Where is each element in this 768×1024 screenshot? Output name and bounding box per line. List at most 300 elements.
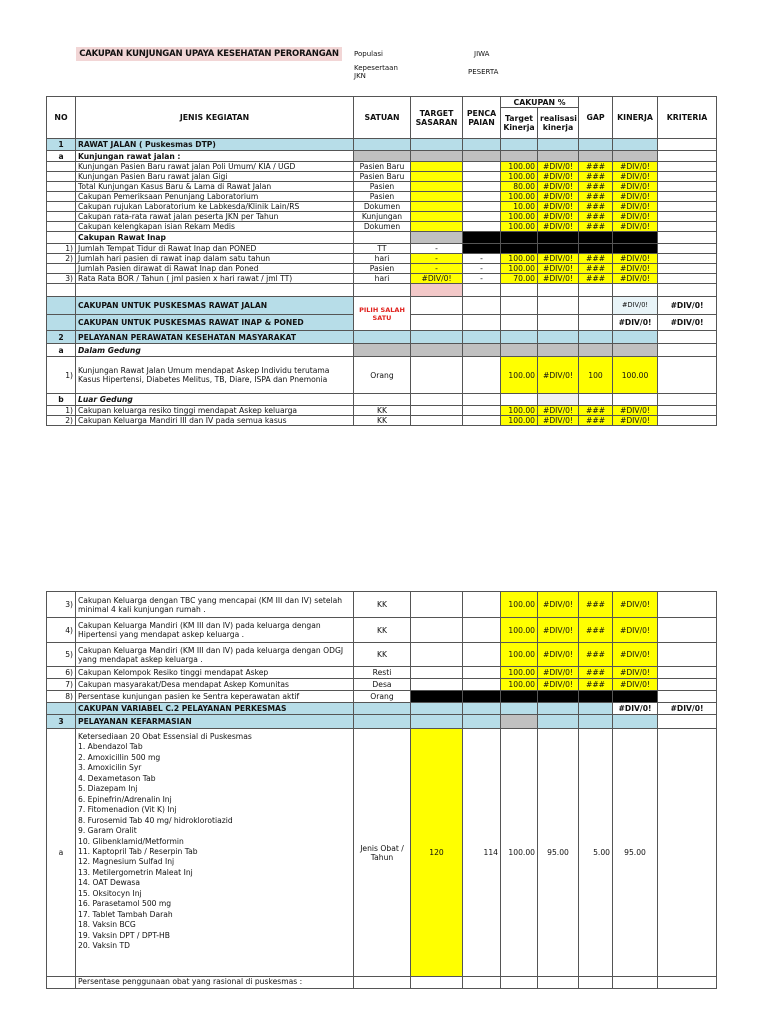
table-cell — [579, 232, 613, 244]
table-row — [47, 254, 717, 264]
row-kriteria — [658, 202, 717, 212]
row-kinerja: #DIV/0! — [613, 667, 658, 679]
row-label: Jumlah Tempat Tidur di Rawat Inap dan PONED — [76, 244, 354, 254]
variabel-kinerja: #DIV/0! — [613, 703, 658, 715]
table-row — [47, 162, 717, 172]
variabel-row — [47, 703, 717, 715]
col-gap: GAP — [579, 97, 613, 139]
col-no: NO — [47, 97, 76, 139]
row-kinerja: #DIV/0! — [613, 162, 658, 172]
table-row — [47, 264, 717, 274]
table-cell — [463, 139, 501, 151]
table-cell — [579, 151, 613, 162]
row-target: 100.00 — [501, 406, 538, 416]
row-pencapaian — [463, 643, 501, 667]
row-kriteria — [658, 691, 717, 703]
row-no: 2) — [47, 416, 76, 426]
table-row — [47, 139, 717, 151]
pilih-salah-satu-note: PILIH SALAH SATU — [354, 297, 411, 331]
row-no: 6) — [47, 667, 76, 679]
row-gap: 5.00 — [579, 729, 613, 977]
subsection-row — [47, 394, 717, 406]
row-kinerja: #DIV/0! — [613, 254, 658, 264]
row-pencapaian: - — [463, 254, 501, 264]
row-pencapaian — [463, 592, 501, 618]
row-satuan: KK — [354, 643, 411, 667]
section-title: RAWAT JALAN ( Puskesmas DTP) — [76, 139, 354, 151]
row-kinerja: #DIV/0! — [613, 182, 658, 192]
row-target: 100.00 — [501, 212, 538, 222]
table-cell — [411, 151, 463, 162]
table-row — [47, 202, 717, 212]
row-realisasi: #DIV/0! — [538, 254, 579, 264]
section-no: 3 — [47, 715, 76, 729]
row-realisasi — [538, 691, 579, 703]
row-realisasi: #DIV/0! — [538, 416, 579, 426]
row-satuan: Pasien — [354, 264, 411, 274]
row-no — [47, 202, 76, 212]
row-gap: ### — [579, 254, 613, 264]
row-sasaran — [411, 679, 463, 691]
row-pencapaian — [463, 162, 501, 172]
row-realisasi: #DIV/0! — [538, 212, 579, 222]
row-satuan: Desa — [354, 679, 411, 691]
row-kinerja: #DIV/0! — [613, 406, 658, 416]
row-label: Cakupan Pemeriksaan Penunjang Laboratorium — [76, 192, 354, 202]
subsection-row — [47, 344, 717, 357]
summary-rawat-jalan-label: CAKUPAN UNTUK PUSKESMAS RAWAT JALAN — [76, 297, 354, 315]
table-row — [47, 222, 717, 232]
row-gap: ### — [579, 264, 613, 274]
summary-ri-kriteria: #DIV/0! — [658, 315, 717, 331]
row-sasaran: - — [411, 244, 463, 254]
row-satuan: Jenis Obat / Tahun — [354, 729, 411, 977]
row-sasaran — [411, 162, 463, 172]
row-gap: ### — [579, 406, 613, 416]
row-no: 2) — [47, 254, 76, 264]
row-no — [47, 162, 76, 172]
table-cell — [658, 244, 717, 254]
row-realisasi: #DIV/0! — [538, 172, 579, 182]
table-row — [47, 284, 717, 297]
row-sasaran — [411, 667, 463, 679]
row-pencapaian: - — [463, 264, 501, 274]
populasi-label: Populasi — [354, 50, 383, 58]
row-target: 100.00 — [501, 679, 538, 691]
row-kriteria — [658, 406, 717, 416]
row-gap: ### — [579, 592, 613, 618]
row-kriteria — [658, 643, 717, 667]
subsection-no: a — [47, 151, 76, 162]
col-pencapaian: PENCA PAIAN — [463, 97, 501, 139]
table-row — [47, 592, 717, 618]
row-pencapaian — [463, 172, 501, 182]
table-row — [47, 192, 717, 202]
row-kinerja: #DIV/0! — [613, 592, 658, 618]
obat-item: 4. Dexametason Tab — [78, 773, 156, 783]
row-satuan: KK — [354, 416, 411, 426]
row-kriteria — [658, 222, 717, 232]
row-sasaran: - — [411, 254, 463, 264]
row-satuan: Dokumen — [354, 202, 411, 212]
obat-item: 8. Furosemid Tab 40 mg/ hidroklorotiazid — [78, 815, 233, 825]
row-target: 100.00 — [501, 172, 538, 182]
table-cell — [501, 151, 538, 162]
table-cell — [501, 232, 538, 244]
summary-rawat-inap-label: CAKUPAN UNTUK PUSKESMAS RAWAT INAP & PONED — [76, 315, 354, 331]
row-target: 70.00 — [501, 274, 538, 284]
row-satuan: Resti — [354, 667, 411, 679]
row-no — [47, 212, 76, 222]
obat-item: 20. Vaksin TD — [78, 941, 130, 951]
table-row — [47, 151, 717, 162]
row-no — [47, 264, 76, 274]
obat-item: 13. Metilergometrin Maleat Inj — [78, 867, 193, 877]
table-row — [47, 182, 717, 192]
obat-item: 12. Magnesium Sulfad Inj — [78, 857, 175, 867]
col-kinerja: KINERJA — [613, 97, 658, 139]
obat-item: 19. Vaksin DPT / DPT-HB — [78, 930, 170, 940]
subsection-label: Dalam Gedung — [76, 344, 354, 357]
table-row — [47, 416, 717, 426]
row-gap: ### — [579, 212, 613, 222]
section-no: 2 — [47, 331, 76, 344]
row-sasaran — [411, 212, 463, 222]
row-target: 100.00 — [501, 729, 538, 977]
obat-item: 18. Vaksin BCG — [78, 920, 136, 930]
obat-item: 9. Garam Oralit — [78, 826, 137, 836]
row-target: 100.00 — [501, 618, 538, 643]
row-gap: ### — [579, 667, 613, 679]
row-kriteria — [658, 679, 717, 691]
row-target: 100.00 — [501, 254, 538, 264]
row-sasaran — [411, 618, 463, 643]
row-label: Cakupan keluarga resiko tinggi mendapat Askep keluarga — [76, 406, 354, 416]
table-cell — [463, 151, 501, 162]
obat-item: 5. Diazepam Inj — [78, 784, 138, 794]
row-label: Cakupan Keluarga dengan TBC yang mencapai (KM III dan IV) setelah minimal 4 kali kunjungan rumah . — [76, 592, 354, 618]
row-satuan: Orang — [354, 357, 411, 394]
row-pencapaian — [463, 691, 501, 703]
obat-item: 11. Kaptopril Tab / Reserpin Tab — [78, 846, 198, 856]
obat-item: 16. Parasetamol 500 mg — [78, 899, 172, 909]
table-cell — [354, 232, 411, 244]
row-sasaran: 120 — [411, 729, 463, 977]
row-label: Cakupan Keluarga Mandiri (KM III dan IV) pada keluarga dengan ODGJ yang mendapat askep keluarga . — [76, 643, 354, 667]
row-realisasi: #DIV/0! — [538, 222, 579, 232]
row-no: 1) — [47, 244, 76, 254]
row-target — [501, 691, 538, 703]
row-kriteria — [658, 212, 717, 222]
col-jenis-kegiatan: JENIS KEGIATAN — [76, 97, 354, 139]
obat-list — [76, 729, 354, 977]
row-label: Jumlah hari pasien di rawat inap dalam satu tahun — [76, 254, 354, 264]
row-pencapaian — [463, 222, 501, 232]
row-sasaran — [411, 202, 463, 212]
table-row — [47, 691, 717, 703]
row-no: 3) — [47, 592, 76, 618]
row-kriteria — [658, 254, 717, 264]
row-realisasi: #DIV/0! — [538, 202, 579, 212]
row-gap: ### — [579, 274, 613, 284]
row-kinerja: #DIV/0! — [613, 172, 658, 182]
row-satuan: Kunjungan — [354, 212, 411, 222]
peserta-label: PESERTA — [468, 68, 499, 76]
row-kinerja: #DIV/0! — [613, 274, 658, 284]
row-kriteria — [658, 182, 717, 192]
table-cell — [613, 244, 658, 254]
row-target: 100.00 — [501, 416, 538, 426]
section-no: 1 — [47, 139, 76, 151]
row-kinerja: 95.00 — [613, 729, 658, 977]
obat-row — [47, 729, 717, 977]
row-kriteria — [658, 192, 717, 202]
row-sasaran — [411, 172, 463, 182]
table-row — [47, 172, 717, 182]
table-row — [47, 667, 717, 679]
table-cell — [613, 151, 658, 162]
row-target: 100.00 — [501, 264, 538, 274]
row-label: Cakupan Keluarga Mandiri (KM III dan IV) pada keluarga dengan Hipertensi yang mendapat askep keluarga . — [76, 618, 354, 643]
row-no: 8) — [47, 691, 76, 703]
row-realisasi: #DIV/0! — [538, 264, 579, 274]
obat-item: 7. Fitomenadion (Vit K) Inj — [78, 805, 177, 815]
row-kriteria — [658, 592, 717, 618]
row-target: 100.00 — [501, 162, 538, 172]
row-kriteria — [658, 162, 717, 172]
row-pencapaian — [463, 202, 501, 212]
table-cell — [538, 151, 579, 162]
obat-item: 17. Tablet Tambah Darah — [78, 909, 173, 919]
row-gap: ### — [579, 172, 613, 182]
row-label: Rata Rata BOR / Tahun ( jml pasien x hari rawat / jml TT) — [76, 274, 354, 284]
section-row — [47, 715, 717, 729]
col-cakupan: CAKUPAN % — [501, 97, 579, 108]
row-no — [47, 172, 76, 182]
row-kinerja: #DIV/0! — [613, 212, 658, 222]
row-target: 100.00 — [501, 667, 538, 679]
row-label: Kunjungan Pasien Baru rawat jalan Gigi — [76, 172, 354, 182]
row-label: Cakupan Keluarga Mandiri III dan IV pada semua kasus — [76, 416, 354, 426]
row-sasaran — [411, 691, 463, 703]
table-cell — [658, 139, 717, 151]
obat-item: 10. Glibenklamid/Metformin — [78, 836, 184, 846]
table-cell — [538, 232, 579, 244]
row-sasaran — [411, 192, 463, 202]
obat-item: 3. Amoxicilin Syr — [78, 763, 142, 773]
row-satuan: Pasien — [354, 182, 411, 192]
row-kinerja: #DIV/0! — [613, 222, 658, 232]
row-target: 10.00 — [501, 202, 538, 212]
section-title: PELAYANAN PERAWATAN KESEHATAN MASYARAKAT — [76, 331, 354, 344]
row-kriteria — [658, 667, 717, 679]
row-satuan: KK — [354, 406, 411, 416]
row-no — [47, 182, 76, 192]
row-sasaran — [411, 592, 463, 618]
subsection-no: a — [47, 344, 76, 357]
table-cell — [538, 244, 579, 254]
row-sasaran — [411, 182, 463, 192]
col-target-sasaran: TARGET SASARAN — [411, 97, 463, 139]
row-no: 4) — [47, 618, 76, 643]
row-gap: ### — [579, 162, 613, 172]
row-label: Cakupan masyarakat/Desa mendapat Askep Komunitas — [76, 679, 354, 691]
row-label: Cakupan Kelompok Resiko tinggi mendapat Askep — [76, 667, 354, 679]
row-kinerja: #DIV/0! — [613, 618, 658, 643]
row-gap: ### — [579, 202, 613, 212]
row-target: 100.00 — [501, 357, 538, 394]
table-row — [47, 618, 717, 643]
col-realisasi-kinerja: realisasi kinerja — [538, 108, 579, 139]
row-realisasi: #DIV/0! — [538, 618, 579, 643]
row-no: 1) — [47, 357, 76, 394]
row-gap: ### — [579, 182, 613, 192]
row-satuan: TT — [354, 244, 411, 254]
row-kriteria — [658, 416, 717, 426]
row-kinerja: 100.00 — [613, 357, 658, 394]
row-no — [47, 232, 76, 244]
col-target-kinerja: Target Kinerja — [501, 108, 538, 139]
row-satuan: Pasien Baru — [354, 172, 411, 182]
table-row — [47, 212, 717, 222]
row-target: 80.00 — [501, 182, 538, 192]
row-sasaran — [411, 643, 463, 667]
row-no: 1) — [47, 406, 76, 416]
table-cell — [463, 244, 501, 254]
table-cell — [411, 232, 463, 244]
row-satuan: hari — [354, 254, 411, 264]
row-kinerja — [613, 691, 658, 703]
row-no: 5) — [47, 643, 76, 667]
summary-rj-kriteria: #DIV/0! — [658, 297, 717, 315]
row-label: Total Kunjungan Kasus Baru & Lama di Rawat Jalan — [76, 182, 354, 192]
jiwa-label: JIWA — [474, 50, 490, 58]
row-realisasi: #DIV/0! — [538, 162, 579, 172]
row-label: Persentase penggunaan obat yang rasional di puskesmas : — [76, 977, 354, 989]
table-row — [47, 643, 717, 667]
table-row — [47, 274, 717, 284]
row-kinerja: #DIV/0! — [613, 679, 658, 691]
table-cell — [579, 244, 613, 254]
row-label: Kunjungan Pasien Baru rawat jalan Poli Umum/ KIA / UGD — [76, 162, 354, 172]
row-gap: ### — [579, 192, 613, 202]
row-satuan: KK — [354, 618, 411, 643]
subsection-label: Cakupan Rawat Inap — [76, 232, 354, 244]
table-cell — [658, 151, 717, 162]
row-pencapaian — [463, 667, 501, 679]
row-realisasi: #DIV/0! — [538, 182, 579, 192]
table-row — [47, 244, 717, 254]
row-sasaran — [411, 406, 463, 416]
row-target: 100.00 — [501, 643, 538, 667]
table-row — [47, 406, 717, 416]
cakupan-table-1 — [46, 96, 717, 426]
row-label: Cakupan rujukan Laboratorium ke Labkesda/Klinik Lain/RS — [76, 202, 354, 212]
table-cell — [658, 232, 717, 244]
row-gap — [579, 691, 613, 703]
row-no — [47, 192, 76, 202]
row-label: Kunjungan Rawat Jalan Umum mendapat Askep Individu terutama Kasus Hipertensi, Diabetes Melitus, TB, Diare, ISPA dan Pnemonia — [76, 357, 354, 394]
row-satuan: Orang — [354, 691, 411, 703]
row-no: 7) — [47, 679, 76, 691]
row-kinerja: #DIV/0! — [613, 416, 658, 426]
row-pencapaian — [463, 182, 501, 192]
row-pencapaian: 114 — [463, 729, 501, 977]
variabel-kriteria: #DIV/0! — [658, 703, 717, 715]
row-target: 100.00 — [501, 222, 538, 232]
row-kriteria — [658, 264, 717, 274]
row-pencapaian — [463, 416, 501, 426]
row-gap: 100 — [579, 357, 613, 394]
row-satuan: Pasien Baru — [354, 162, 411, 172]
row-pencapaian — [463, 192, 501, 202]
table-cell — [411, 139, 463, 151]
row-sasaran: - — [411, 264, 463, 274]
row-satuan: Pasien — [354, 192, 411, 202]
row-kinerja: #DIV/0! — [613, 643, 658, 667]
col-satuan: SATUAN — [354, 97, 411, 139]
row-sasaran: #DIV/0! — [411, 274, 463, 284]
table-cell — [354, 139, 411, 151]
table-row — [47, 357, 717, 394]
row-kinerja: #DIV/0! — [613, 202, 658, 212]
row-realisasi: #DIV/0! — [538, 667, 579, 679]
summary-ri-kinerja: #DIV/0! — [613, 315, 658, 331]
kepesertaan-label: Kepesertaan JKN — [354, 64, 398, 80]
row-kriteria — [658, 274, 717, 284]
variabel-label: CAKUPAN VARIABEL C.2 PELAYANAN PERKESMAS — [76, 703, 354, 715]
row-label: Persentase kunjungan pasien ke Sentra keperawatan aktif — [76, 691, 354, 703]
row-label: Cakupan kelengkapan isian Rekam Medis — [76, 222, 354, 232]
table-cell — [538, 139, 579, 151]
row-satuan: Dokumen — [354, 222, 411, 232]
obat-item: 1. Abendazol Tab — [78, 742, 143, 752]
row-realisasi: #DIV/0! — [538, 592, 579, 618]
obat-intro: Ketersediaan 20 Obat Essensial di Puskesmas — [78, 732, 252, 741]
summary-rawat-jalan-row — [47, 297, 717, 315]
table-cell — [579, 139, 613, 151]
obat-item: 2. Amoxicillin 500 mg — [78, 752, 161, 762]
row-pencapaian — [463, 212, 501, 222]
row-kinerja: #DIV/0! — [613, 264, 658, 274]
obat-item: 14. OAT Dewasa — [78, 878, 140, 888]
col-kriteria: KRITERIA — [658, 97, 717, 139]
row-kriteria — [658, 172, 717, 182]
table-cell — [613, 232, 658, 244]
summary-rj-kinerja: #DIV/0! — [613, 297, 658, 315]
row-pencapaian: - — [463, 274, 501, 284]
row-gap: ### — [579, 222, 613, 232]
row-gap: ### — [579, 643, 613, 667]
row-gap: ### — [579, 618, 613, 643]
row-realisasi: 95.00 — [538, 729, 579, 977]
row-realisasi: #DIV/0! — [538, 192, 579, 202]
table-cell — [501, 139, 538, 151]
row-gap: ### — [579, 416, 613, 426]
row-realisasi: #DIV/0! — [538, 643, 579, 667]
row-no: 3) — [47, 274, 76, 284]
row-kriteria — [658, 618, 717, 643]
table-cell — [501, 244, 538, 254]
cakupan-table-2 — [46, 591, 717, 989]
table-cell — [354, 151, 411, 162]
row-sasaran — [411, 416, 463, 426]
row-realisasi: #DIV/0! — [538, 274, 579, 284]
row-pencapaian — [463, 679, 501, 691]
subsection-no: b — [47, 394, 76, 406]
table-cell — [463, 232, 501, 244]
report-title: CAKUPAN KUNJUNGAN UPAYA KESEHATAN PERORANGAN — [76, 47, 342, 61]
